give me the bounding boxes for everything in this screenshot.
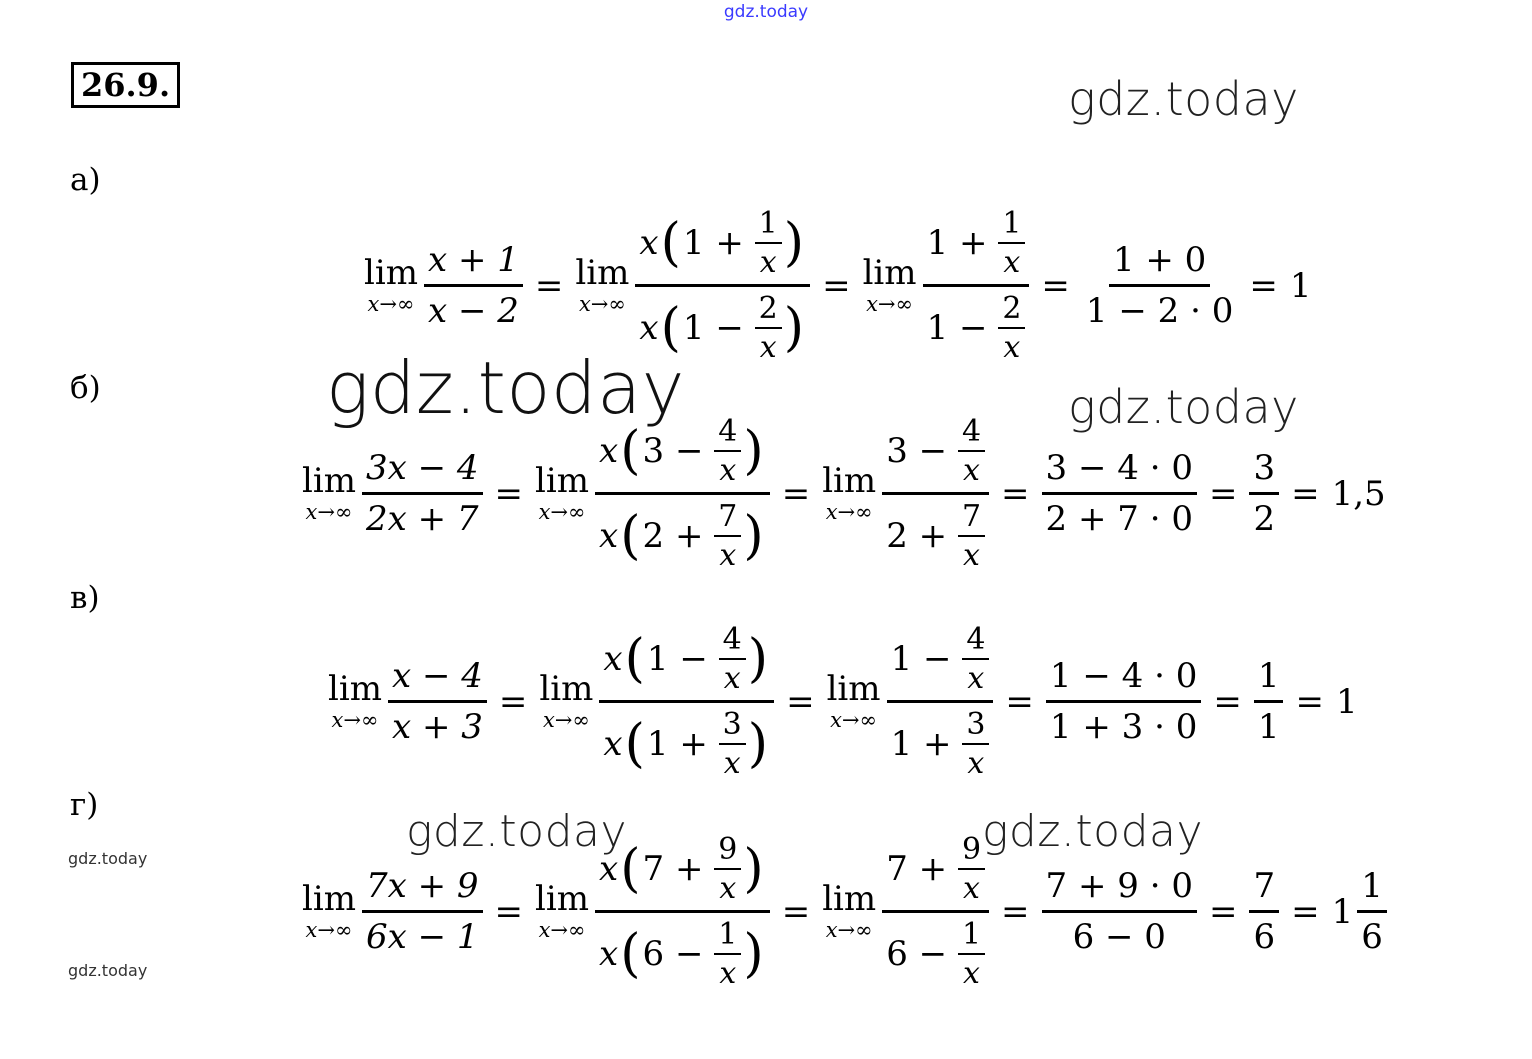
result-whole: 1 (1331, 891, 1354, 932)
equals-sign: = (534, 265, 564, 306)
fraction: $\frac{3 - 4 \cdot 0}{2 + 7 \cdot 0}$ (1042, 448, 1197, 539)
fraction: $\frac{1}{1}$ (1254, 656, 1284, 747)
equals-sign: = (1291, 473, 1320, 514)
limit-operator: lim x→∞ (862, 253, 917, 316)
equals-sign: = (781, 891, 811, 932)
equals-sign: = (494, 473, 524, 514)
fraction: 1 + $\frac{1}{x}$ 1 − $\frac{2}{x}$ (923, 206, 1030, 365)
top-watermark: gdz.today (723, 2, 809, 22)
equation-b (302, 414, 1386, 573)
watermark: gdz.today (326, 346, 685, 430)
fraction: $\frac{7 + 9 \cdot 0}{6 - 0}$ (1042, 866, 1197, 957)
limit-operator: lim x→∞ (302, 461, 356, 524)
limit-operator: lim x→∞ (302, 879, 356, 942)
equals-sign: = (1208, 891, 1238, 932)
part-label-a: а) (70, 162, 101, 198)
part-label-b: б) (70, 370, 101, 406)
limit-operator: lim x→∞ (822, 879, 877, 942)
fraction: $\frac{x + 1}{x - 2}$ (424, 240, 523, 331)
equals-sign: = (822, 265, 851, 306)
equation-v (328, 622, 1358, 781)
limit-operator: lim x→∞ (364, 253, 418, 316)
small-watermark: gdz.today (68, 961, 148, 980)
fraction: x ( 7 + $\frac{9}{x}$ ) x ( 6 − $\frac{1}{x}$ ) (595, 832, 770, 991)
limit-operator: lim x→∞ (822, 461, 877, 524)
watermark: gdz.today (406, 806, 628, 857)
fraction: $\frac{3}{2}$ (1249, 448, 1279, 539)
equals-sign: = (498, 681, 528, 722)
result: 1,5 (1331, 473, 1386, 514)
fraction: $\frac{1 - 4 \cdot 0}{1 + 3 \cdot 0}$ (1046, 656, 1201, 747)
fraction: x ( 1 + $\frac{1}{x}$ ) x ( 1 − $\frac{2}{x}$ ) (635, 206, 810, 365)
watermark: gdz.today (982, 806, 1204, 857)
limit-operator: lim x→∞ (535, 461, 590, 524)
equals-sign: = (1291, 891, 1320, 932)
equals-sign: = (1041, 265, 1070, 306)
equals-sign: = (1001, 473, 1030, 514)
equation-a (364, 206, 1311, 365)
equals-sign: = (1295, 681, 1324, 722)
fraction: x ( 3 − $\frac{4}{x}$ ) x ( 2 + $\frac{7}{x}$ ) (595, 414, 770, 573)
equals-sign: = (786, 681, 815, 722)
limit-operator: lim x→∞ (826, 669, 881, 732)
fraction: 1 − $\frac{4}{x}$ 1 + $\frac{3}{x}$ (887, 622, 994, 781)
result: 1 (1335, 681, 1358, 722)
part-label-g: г) (70, 787, 99, 823)
fraction: $\frac{3x - 4}{2x + 7}$ (362, 448, 483, 539)
result: 1 (1289, 265, 1312, 306)
fraction: $\frac{1 + 0}{1 - 2 \cdot 0}$ (1085, 240, 1234, 331)
small-watermark: gdz.today (68, 849, 148, 868)
equals-sign: = (1001, 891, 1030, 932)
equals-sign: = (494, 891, 524, 932)
equals-sign: = (1249, 265, 1278, 306)
equals-sign: = (781, 473, 811, 514)
fraction: 3 − $\frac{4}{x}$ 2 + $\frac{7}{x}$ (882, 414, 989, 573)
equals-sign: = (1208, 473, 1238, 514)
watermark: gdz.today (1068, 380, 1299, 434)
equals-sign: = (1213, 681, 1242, 722)
result-fraction: $\frac{1}{6}$ (1357, 866, 1387, 957)
fraction: $\frac{x - 4}{x + 3}$ (388, 656, 487, 747)
fraction: $\frac{7}{6}$ (1249, 866, 1279, 957)
fraction: x ( 1 − $\frac{4}{x}$ ) x ( 1 + $\frac{3}{x}$ ) (599, 622, 774, 781)
problem-number: 26.9. (71, 62, 180, 108)
part-label-v: в) (70, 580, 100, 616)
limit-operator: lim x→∞ (328, 669, 382, 732)
limit-operator: lim x→∞ (535, 879, 590, 942)
watermark: gdz.today (1068, 72, 1299, 126)
limit-operator: lim x→∞ (539, 669, 594, 732)
fraction: 7 + $\frac{9}{x}$ 6 − $\frac{1}{x}$ (882, 832, 989, 991)
limit-operator: lim x→∞ (575, 253, 630, 316)
equation-g (302, 832, 1387, 991)
fraction: $\frac{7x + 9}{6x - 1}$ (362, 866, 483, 957)
equals-sign: = (1005, 681, 1034, 722)
